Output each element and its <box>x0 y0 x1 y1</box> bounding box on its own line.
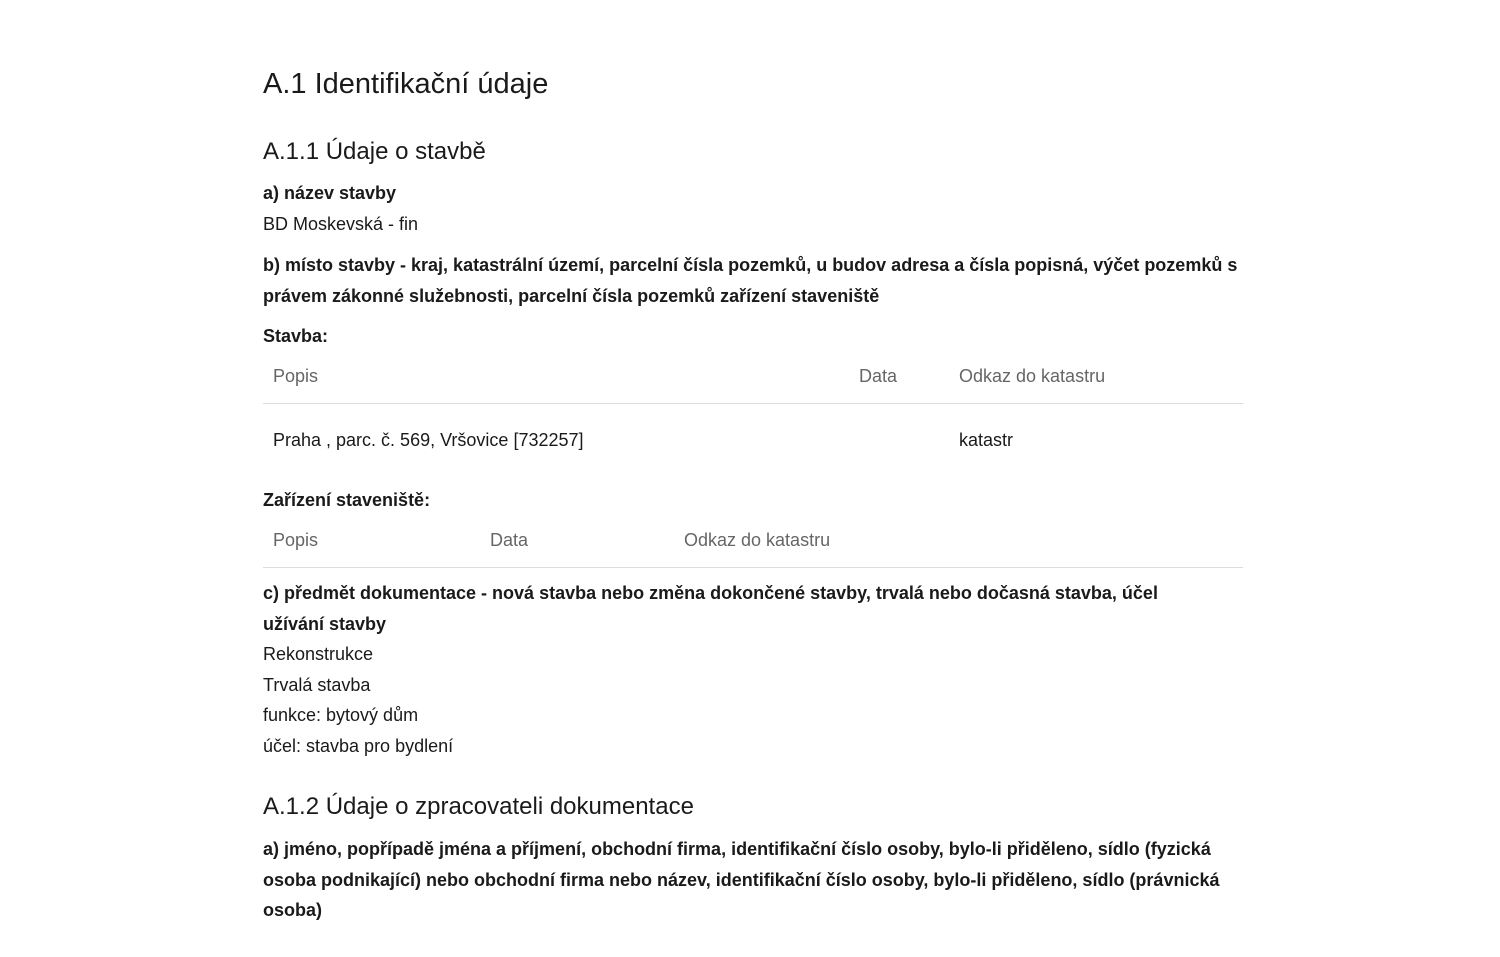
stavba-table <box>263 349 1243 476</box>
subject-value: funkce: bytový dům <box>263 705 419 725</box>
column-header-odkaz: Odkaz do katastru <box>959 365 1106 386</box>
column-header-popis: Popis <box>273 529 319 550</box>
field-label-name: a) název stavby <box>263 183 397 203</box>
column-header-odkaz: Odkaz do katastru <box>684 529 831 550</box>
subject-value: Trvalá stavba <box>263 675 371 695</box>
column-header-data: Data <box>859 365 898 386</box>
zarizeni-label: Zařízení staveniště: <box>263 490 431 510</box>
field-label-location: b) místo stavby - kraj, katastrální území, parcelní čísla pozemků, u budov adresa a čísla popisná, výčet pozemků s právem zákonné služebnosti, parcelní čísla pozemků zařízení staveniště <box>263 255 1238 306</box>
field-label-author: a) jméno, popřípadě jména a příjmení, obchodní firma, identifikační číslo osoby, bylo-li přiděleno, sídlo (fyzická osoba podnikající) nebo obchodní firma nebo název, identifikační číslo osoby, bylo-li přiděleno, sídlo (právnická osoba) <box>263 839 1220 920</box>
section-heading-a11: A.1.1 Údaje o stavbě <box>263 138 486 165</box>
column-header-popis: Popis <box>273 365 319 386</box>
subject-value: Rekonstrukce <box>263 644 374 664</box>
cell-popis: Praha , parc. č. 569, Vršovice [732257] <box>273 429 584 450</box>
stavba-label: Stavba: <box>263 326 329 346</box>
katastr-link[interactable]: katastr <box>959 429 1014 450</box>
cell-data <box>849 404 949 477</box>
table-row <box>263 404 1243 477</box>
section-heading-a12: A.1.2 Údaje o zpracovateli dokumentace <box>263 793 694 820</box>
subject-value: účel: stavba pro bydlení <box>263 736 454 756</box>
column-header-data: Data <box>490 529 529 550</box>
field-value-name: BD Moskevská - fin <box>263 214 419 234</box>
field-label-subject: c) předmět dokumentace - nová stavba nebo změna dokončené stavby, trvalá nebo dočasná stavba, účel užívání stavby <box>263 583 1158 634</box>
zarizeni-table <box>263 513 1243 568</box>
page-title: A.1 Identifikační údaje <box>263 68 549 100</box>
